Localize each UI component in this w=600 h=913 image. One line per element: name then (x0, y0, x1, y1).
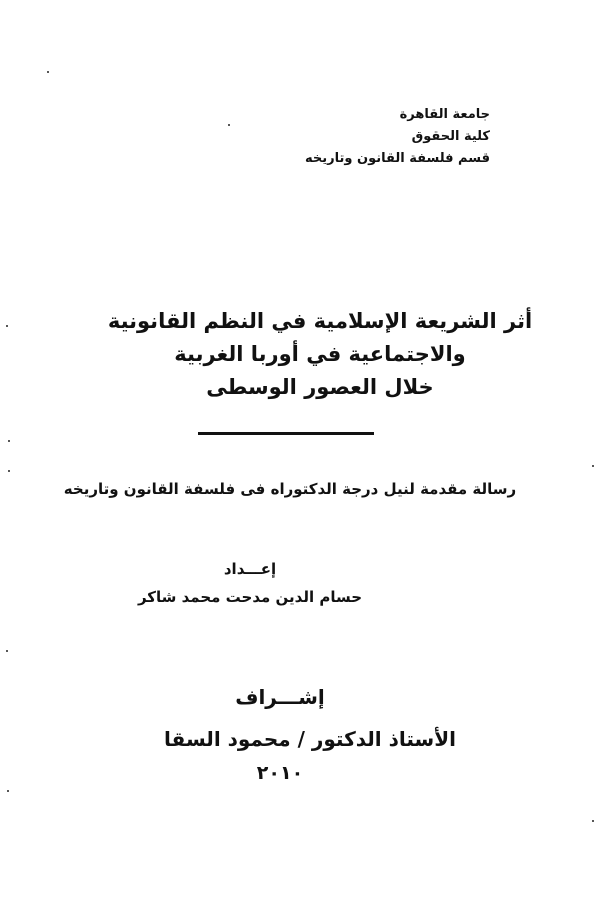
title-line-2: والاجتماعية في أوربا الغربية (174, 342, 466, 366)
year-label: ٢٠١٠ (256, 762, 304, 784)
scan-speck (592, 465, 594, 467)
faculty-name: كلية الحقوق (411, 129, 490, 144)
supervision-label: إشـــراف (235, 685, 325, 709)
scan-speck (7, 790, 9, 792)
scan-speck (8, 440, 10, 442)
scan-speck (228, 124, 230, 126)
scan-speck (47, 71, 49, 73)
thesis-statement: رسالة مقدمة لنيل درجة الدكتوراه فى فلسفة القانون وتاريخه (63, 480, 517, 498)
scan-speck (6, 650, 8, 652)
department-name: قسم فلسفة القانون وتاريخه (305, 151, 490, 166)
title-line-1: أثر الشريعة الإسلامية في النظم القانونية (107, 309, 533, 333)
institution-header (190, 104, 490, 170)
scan-speck (8, 470, 10, 472)
scan-speck (592, 820, 594, 822)
scan-speck (6, 325, 8, 327)
author-name: حسام الدين مدحت محمد شاكر (137, 588, 363, 606)
supervisor-name: الأستاذ الدكتور / محمود السقا (164, 727, 456, 751)
thesis-title (60, 305, 580, 404)
university-name: جامعة القاهرة (399, 107, 490, 122)
title-line-3: خلال العصور الوسطى (206, 375, 434, 399)
title-divider (198, 432, 374, 435)
preparation-label: إعـــداد (223, 560, 277, 578)
